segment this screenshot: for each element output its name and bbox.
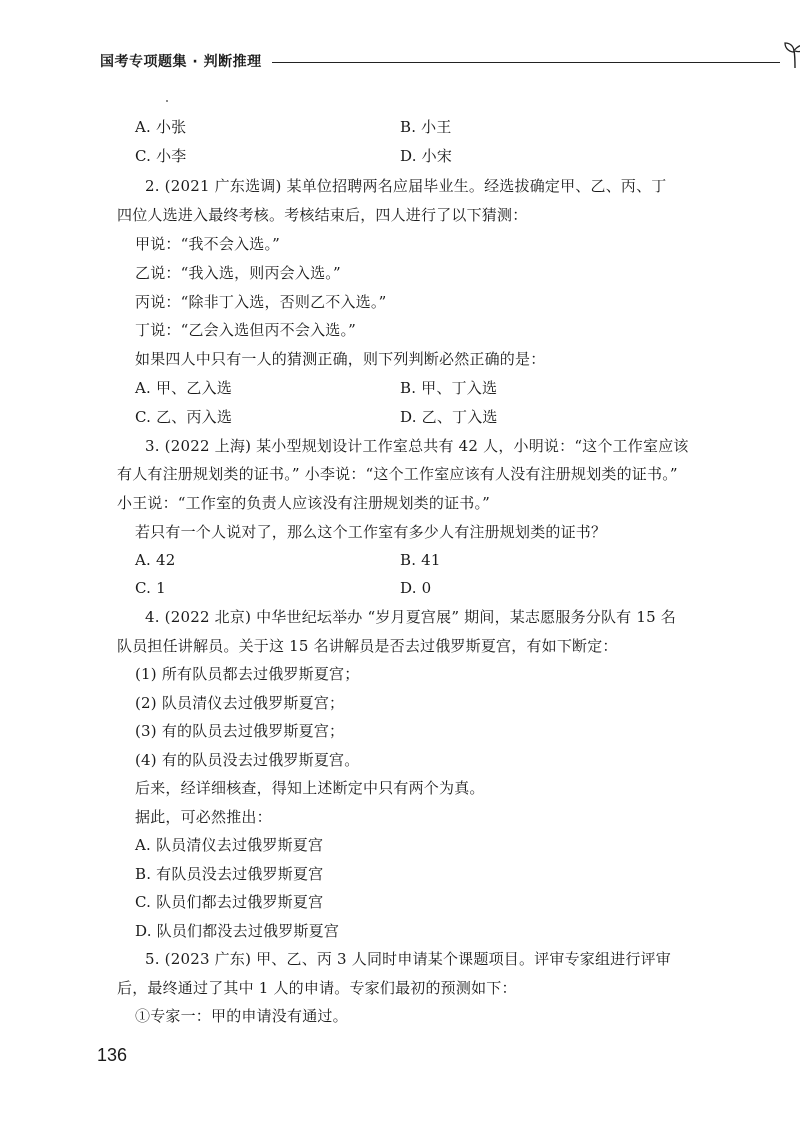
q2-statement-3: 丙说：“除非丁入选，否则乙不入选。” [135, 293, 387, 311]
q4-judgment-2: (2) 队员清仪去过俄罗斯夏宫； [135, 694, 345, 712]
q3-option-b: B. 41 [400, 551, 441, 569]
q1-option-a: A. 小张 [135, 118, 187, 136]
q2-stem-line2: 四位人选进入最终考核。考核结束后，四人进行了以下猜测： [117, 206, 528, 224]
q4-line1: 4. (2022 北京) 中华世纪坛举办 “岁月夏宫展” 期间，某志愿服务分队有 15 名 [145, 608, 676, 626]
q2-statement-1: 甲说：“我不会入选。” [135, 235, 281, 253]
q5-expert-1: ①专家一：甲的申请没有通过。 [135, 1007, 348, 1025]
header-title: 国考专项题集 · 判断推理 [100, 54, 262, 70]
q3-line1: 3. (2022 上海) 某小型规划设计工作室总共有 42 人，小明说：“这个工作室应该 [145, 437, 689, 455]
q4-option-b: B. 有队员没去过俄罗斯夏宫 [135, 865, 324, 883]
q1-option-c: C. 小李 [135, 147, 187, 165]
q3-option-a: A. 42 [135, 551, 176, 569]
q4-line2: 队员担任讲解员。关于这 15 名讲解员是否去过俄罗斯夏宫，有如下断定： [117, 637, 618, 655]
q2-statement-4: 丁说：“乙会入选但丙不会入选。” [135, 321, 357, 339]
q1-option-b: B. 小王 [400, 118, 452, 136]
q2-option-b: B. 甲、丁入选 [400, 379, 498, 397]
page-number: 136 [97, 1045, 128, 1065]
q4-judgment-4: (4) 有的队员没去过俄罗斯夏宫。 [135, 751, 360, 769]
q3-question: 若只有一个人说对了，那么这个工作室有多少人有注册规划类的证书？ [135, 523, 607, 541]
q4-judgment-3: (3) 有的队员去过俄罗斯夏宫； [135, 722, 345, 740]
q2-statement-2: 乙说：“我入选，则丙会入选。” [135, 264, 341, 282]
q2-option-a: A. 甲、乙入选 [135, 379, 232, 397]
q5-line1: 5. (2023 广东) 甲、乙、丙 3 人同时申请某个课题项目。评审专家组进行评审 [145, 950, 671, 968]
q2-option-c: C. 乙、丙入选 [135, 408, 233, 426]
q4-after: 后来，经详细核查，得知上述断定中只有两个为真。 [135, 779, 485, 797]
q3-line3: 小王说：“工作室的负责人应该没有注册规划类的证书。” [117, 494, 491, 512]
q4-judgment-1: (1) 所有队员都去过俄罗斯夏宫； [135, 665, 360, 683]
q4-option-d: D. 队员们都没去过俄罗斯夏宫 [135, 922, 340, 940]
q3-option-c: C. 1 [135, 579, 166, 597]
q4-option-a: A. 队员清仪去过俄罗斯夏宫 [135, 836, 324, 854]
q3-line2: 有人有注册规划类的证书。” 小李说：“这个工作室应该有人没有注册规划类的证书。” [117, 465, 678, 483]
q2-stem-line1: 2. (2021 广东选调) 某单位招聘两名应届毕业生。经选拔确定甲、乙、丙、丁 [145, 177, 667, 195]
q5-line2: 后，最终通过了其中 1 人的申请。专家们最初的预测如下： [117, 979, 517, 997]
q2-question: 如果四人中只有一人的猜测正确，则下列判断必然正确的是： [135, 350, 546, 368]
q3-option-d: D. 0 [400, 579, 432, 597]
q1-option-d: D. 小宋 [400, 147, 453, 165]
q4-infer: 据此，可必然推出： [135, 808, 272, 826]
q4-option-c: C. 队员们都去过俄罗斯夏宫 [135, 893, 324, 911]
q2-option-d: D. 乙、丁入选 [400, 408, 498, 426]
